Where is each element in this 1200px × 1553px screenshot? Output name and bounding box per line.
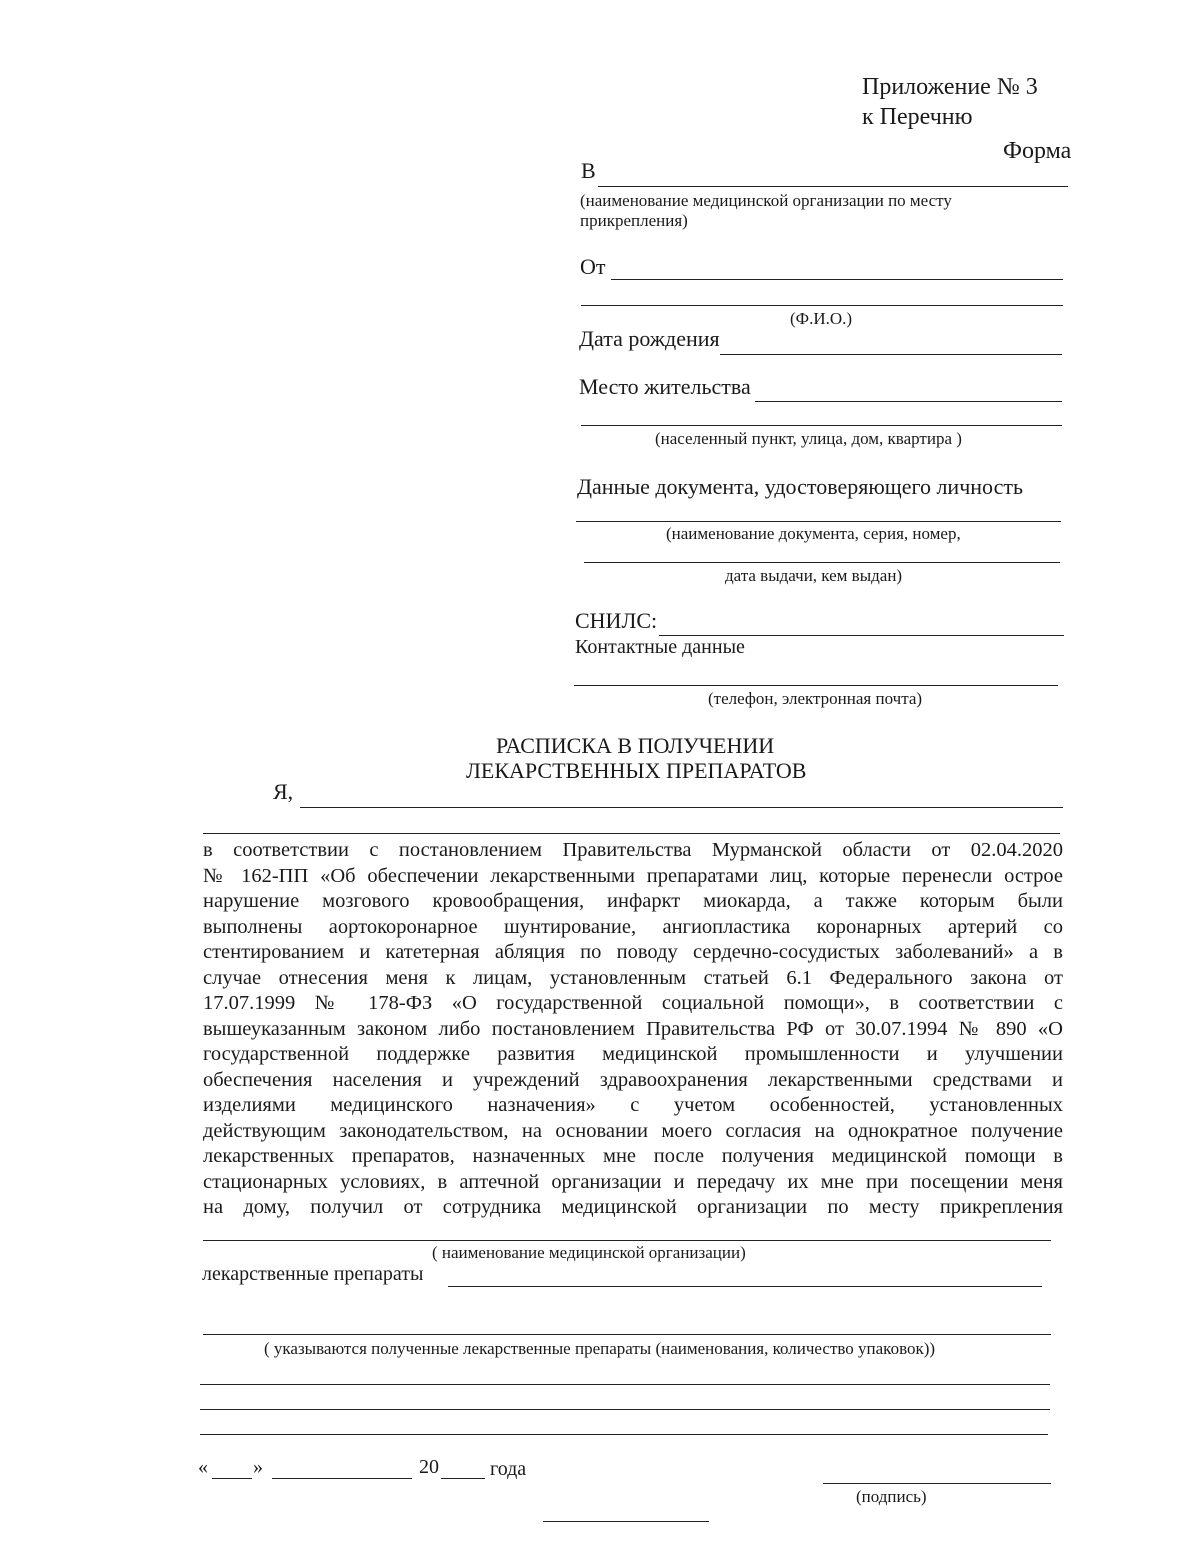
birth-date-label: Дата рождения xyxy=(579,326,720,351)
drugs-field-line-5[interactable] xyxy=(200,1434,1048,1435)
date-month-field-line[interactable] xyxy=(272,1478,412,1479)
contacts-caption: (телефон, электронная почта) xyxy=(708,689,923,708)
birth-date-field-line[interactable] xyxy=(720,354,1062,355)
date-quote-close: » xyxy=(253,1456,263,1478)
residence-label: Место жительства xyxy=(579,374,751,399)
bottom-divider xyxy=(543,1521,709,1522)
paragraph-line: случае отнесения меня к лицам, установленным статьей 6.1 Федерального закона от xyxy=(203,966,1063,989)
appendix-to-list: к Перечню xyxy=(862,104,973,130)
id-document-label: Данные документа, удостоверяющего личность xyxy=(577,474,1024,499)
contacts-field-line[interactable] xyxy=(574,685,1058,686)
document-title-line-1: РАСПИСКА В ПОЛУЧЕНИИ xyxy=(496,733,775,758)
id-document-field-line-1[interactable] xyxy=(576,521,1061,522)
document-title-line-2: ЛЕКАРСТВЕННЫХ ПРЕПАРАТОВ xyxy=(466,758,807,783)
name-field-line-1[interactable] xyxy=(300,807,1063,808)
consent-paragraph xyxy=(203,838,1063,1221)
paragraph-line: вышеуказанным законом либо постановлением Правительства РФ от 30.07.1994 № 890 «О xyxy=(203,1017,1063,1040)
organization-field-line[interactable] xyxy=(203,1240,1051,1241)
to-field-line[interactable] xyxy=(598,186,1068,187)
drugs-field-line-1[interactable] xyxy=(448,1286,1042,1287)
to-caption: (наименование медицинской организации по месту прикрепления) xyxy=(580,191,952,230)
paragraph-line: на дому, получил от сотрудника медицинской организации по месту прикрепления xyxy=(203,1196,1063,1218)
paragraph-line: выполнены аортокоронарное шунтирование, ангиопластика коронарных артерий со xyxy=(203,915,1063,938)
paragraph-line: в соответствии с постановлением Правительства Мурманской области от 02.04.2020 xyxy=(203,839,1063,861)
date-year-field-line[interactable] xyxy=(441,1478,485,1479)
snils-label: СНИЛС: xyxy=(575,608,658,633)
paragraph-line: лекарственных препаратов, назначенных мне после получения медицинской помощи в xyxy=(203,1145,1063,1167)
id-document-field-line-2[interactable] xyxy=(584,562,1060,563)
paragraph-line: действующим законодательством, на основании моего согласия на однократное получение xyxy=(203,1119,1063,1142)
signature-caption: (подпись) xyxy=(856,1487,927,1506)
drugs-field-line-3[interactable] xyxy=(200,1384,1050,1385)
paragraph-line: № 162-ПП «Об обеспечении лекарственными препаратами лиц, которые перенесли острое xyxy=(203,864,1063,887)
fio-caption: (Ф.И.О.) xyxy=(790,309,853,328)
form-label: Форма xyxy=(1003,138,1072,164)
paragraph-line: стентированием и катетерная абляция по поводу сердечно-сосудистых заболеваний» а в xyxy=(203,941,1063,963)
residence-field-line-1[interactable] xyxy=(755,401,1062,402)
from-field-line-2[interactable] xyxy=(581,305,1063,306)
contacts-label: Контактные данные xyxy=(575,636,745,658)
paragraph-line: изделиями медицинского назначения» с учетом особенностей, установленных xyxy=(203,1094,1063,1116)
appendix-number: Приложение № 3 xyxy=(862,74,1038,100)
name-field-line-2[interactable] xyxy=(203,833,1060,834)
id-document-caption-2: дата выдачи, кем выдан) xyxy=(725,566,903,585)
from-field-line-1[interactable] xyxy=(611,279,1063,280)
paragraph-line: государственной поддержке развития медицинской промышленности и улучшении xyxy=(203,1043,1063,1065)
date-year-prefix: 20 xyxy=(419,1456,439,1478)
id-document-caption-1: (наименование документа, серия, номер, xyxy=(666,524,961,543)
drugs-caption: ( указываются полученные лекарственные препараты (наименования, количество упаковок)) xyxy=(264,1339,936,1358)
i-label: Я, xyxy=(273,779,294,804)
organization-caption: ( наименование медицинской организации) xyxy=(432,1243,746,1262)
date-year-suffix: года xyxy=(490,1458,527,1480)
from-label: От xyxy=(580,254,606,279)
paragraph-line: стационарных условиях, в аптечной организации и передачу их мне при посещении меня xyxy=(203,1170,1063,1193)
paragraph-line: 17.07.1999 № 178-ФЗ «О государственной социальной помощи», в соответствии с xyxy=(203,992,1063,1014)
drugs-field-line-4[interactable] xyxy=(200,1409,1050,1410)
paragraph-line: нарушение мозгового кровообращения, инфаркт миокарда, а также которым были xyxy=(203,890,1063,912)
signature-field-line[interactable] xyxy=(823,1483,1051,1484)
residence-caption: (населенный пункт, улица, дом, квартира ) xyxy=(655,429,962,448)
date-day-field-line[interactable] xyxy=(212,1478,252,1479)
drugs-label: лекарственные препараты xyxy=(202,1263,424,1285)
date-quote-open: « xyxy=(198,1456,208,1478)
paragraph-line: обеспечения населения и учреждений здравоохранения лекарственными средствами и xyxy=(203,1068,1063,1091)
to-prefix: В xyxy=(581,158,596,183)
drugs-field-line-2[interactable] xyxy=(203,1334,1051,1335)
residence-field-line-2[interactable] xyxy=(581,425,1062,426)
